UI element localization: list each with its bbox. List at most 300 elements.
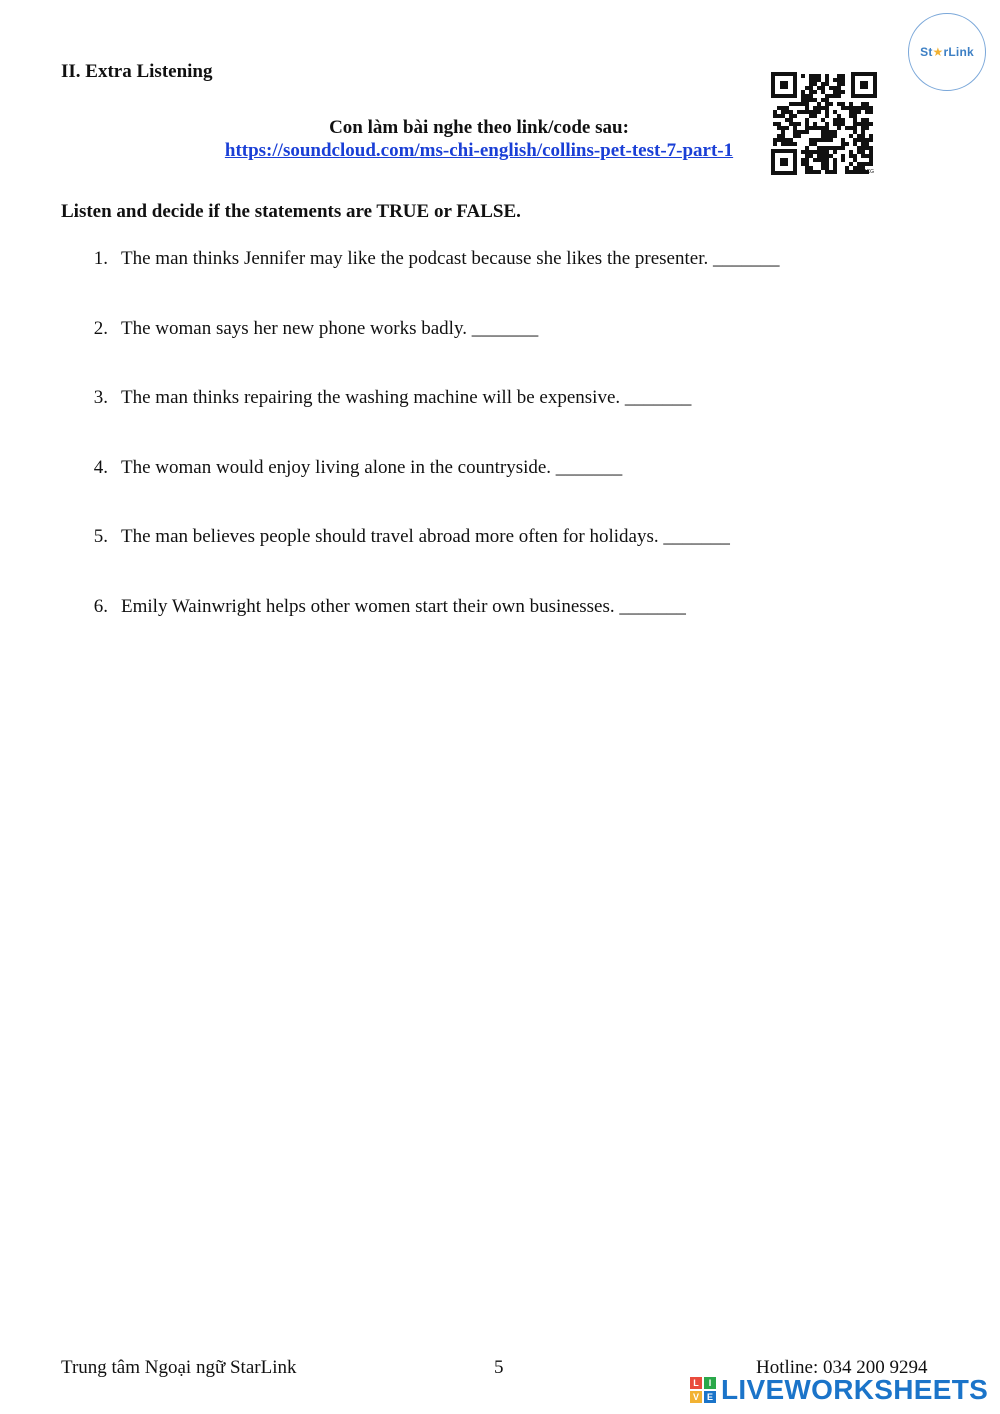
qr-module xyxy=(829,138,833,142)
qr-module xyxy=(813,90,817,94)
qr-module xyxy=(817,78,821,82)
qr-module xyxy=(833,110,837,114)
qr-module xyxy=(861,130,865,134)
qr-module xyxy=(805,106,809,110)
qr-module xyxy=(809,150,813,154)
qr-module xyxy=(781,110,785,114)
lw-letter-e: E xyxy=(704,1391,716,1403)
qr-module xyxy=(841,82,845,86)
qr-module xyxy=(861,122,865,126)
qr-module xyxy=(849,134,853,138)
qr-module xyxy=(861,138,865,142)
qr-module xyxy=(813,106,817,110)
qr-module xyxy=(841,142,845,146)
qr-module xyxy=(837,118,841,122)
qr-module xyxy=(817,146,821,150)
qr-module xyxy=(857,110,861,114)
qr-module xyxy=(805,170,809,174)
section-title: II. Extra Listening xyxy=(61,61,213,82)
qr-module xyxy=(829,170,833,174)
liveworksheets-logo-icon xyxy=(690,1377,716,1403)
qr-module xyxy=(825,170,829,174)
qr-module xyxy=(805,126,809,130)
qr-module xyxy=(865,110,869,114)
qr-module xyxy=(865,118,869,122)
qr-module xyxy=(805,102,809,106)
qr-module xyxy=(841,102,845,106)
qr-module xyxy=(813,110,817,114)
qr-module xyxy=(813,82,817,86)
qr-module xyxy=(825,106,829,110)
qr-module xyxy=(805,118,809,122)
qr-module xyxy=(817,154,821,158)
qr-module xyxy=(837,122,841,126)
qr-module xyxy=(861,106,865,110)
qr-module xyxy=(821,158,825,162)
qr-module xyxy=(841,78,845,82)
qr-module xyxy=(793,130,797,134)
qr-module xyxy=(833,86,837,90)
qr-module xyxy=(845,170,849,174)
qr-module xyxy=(797,102,801,106)
qr-module xyxy=(777,138,781,142)
qr-module xyxy=(805,154,809,158)
qr-module xyxy=(865,162,869,166)
qr-module xyxy=(869,134,873,138)
qr-module xyxy=(817,110,821,114)
qr-module xyxy=(861,142,865,146)
qr-module xyxy=(837,126,841,130)
qr-module xyxy=(809,170,813,174)
qr-module xyxy=(821,154,825,158)
qr-module xyxy=(789,110,793,114)
question-number: 1. xyxy=(93,248,108,269)
question-number: 3. xyxy=(93,387,108,408)
qr-module xyxy=(801,102,805,106)
qr-module xyxy=(825,138,829,142)
qr-module xyxy=(821,162,825,166)
qr-module xyxy=(773,142,777,146)
qr-module xyxy=(813,114,817,118)
qr-module xyxy=(821,138,825,142)
qr-module xyxy=(801,94,805,98)
qr-module xyxy=(841,138,845,142)
qr-module xyxy=(805,110,809,114)
qr-module xyxy=(825,134,829,138)
qr-module xyxy=(861,126,865,130)
qr-module xyxy=(809,90,813,94)
qr-module xyxy=(813,150,817,154)
qr-module xyxy=(849,162,853,166)
qr-module xyxy=(833,158,837,162)
qr-module xyxy=(853,126,857,130)
task-title: Listen and decide if the statements are TRUE or FALSE. xyxy=(61,201,521,222)
qr-module xyxy=(861,102,865,106)
qr-module xyxy=(865,146,869,150)
qr-module xyxy=(829,102,833,106)
qr-module xyxy=(833,134,837,138)
qr-module xyxy=(785,142,789,146)
question-number: 4. xyxy=(93,456,108,478)
qr-module xyxy=(865,154,869,158)
qr-module xyxy=(781,126,785,130)
qr-module xyxy=(857,134,861,138)
qr-module xyxy=(861,118,865,122)
qr-module xyxy=(781,106,785,110)
qr-module xyxy=(773,114,777,118)
qr-module xyxy=(789,138,793,142)
qr-module xyxy=(773,110,777,114)
qr-module xyxy=(869,150,873,154)
qr-module xyxy=(869,162,873,166)
qr-module xyxy=(841,154,845,158)
instruction-block xyxy=(180,116,778,162)
question-text[interactable]: The man thinks Jennifer may like the podcast because she likes the presenter. _______ xyxy=(121,248,780,269)
qr-module xyxy=(833,118,837,122)
qr-module xyxy=(837,78,841,82)
qr-module xyxy=(837,74,841,78)
qr-module xyxy=(789,114,793,118)
logo-text-a: St xyxy=(920,45,933,59)
qr-module xyxy=(821,86,825,90)
qr-module xyxy=(789,122,793,126)
lw-letter-v: V xyxy=(690,1391,702,1403)
qr-module xyxy=(781,130,785,134)
qr-module xyxy=(817,170,821,174)
qr-module xyxy=(801,74,805,78)
qr-module xyxy=(865,102,869,106)
qr-module xyxy=(805,158,809,162)
qr-module xyxy=(853,122,857,126)
qr-module xyxy=(789,142,793,146)
qr-module xyxy=(773,122,777,126)
qr-module xyxy=(821,98,825,102)
qr-module xyxy=(865,106,869,110)
qr-module xyxy=(825,154,829,158)
qr-module xyxy=(833,146,837,150)
qr-module xyxy=(849,106,853,110)
page-number: 5 xyxy=(494,1357,504,1378)
qr-module xyxy=(793,142,797,146)
qr-module xyxy=(813,126,817,130)
qr-module xyxy=(801,150,805,154)
qr-module xyxy=(853,138,857,142)
qr-module xyxy=(833,130,837,134)
qr-module xyxy=(861,162,865,166)
qr-module xyxy=(817,86,821,90)
qr-module xyxy=(801,90,805,94)
liveworksheets-wordmark: LIVEWORKSHEETS xyxy=(721,1374,989,1405)
qr-module xyxy=(857,162,861,166)
qr-module xyxy=(817,138,821,142)
qr-module xyxy=(805,162,809,166)
qr-module xyxy=(813,170,817,174)
qr-module xyxy=(869,110,873,114)
qr-module xyxy=(849,110,853,114)
qr-module xyxy=(857,146,861,150)
qr-module xyxy=(849,102,853,106)
qr-module xyxy=(829,130,833,134)
qr-module xyxy=(853,118,857,122)
qr-module xyxy=(869,158,873,162)
qr-module xyxy=(841,158,845,162)
qr-module xyxy=(805,122,809,126)
qr-module xyxy=(793,122,797,126)
qr-module xyxy=(805,98,809,102)
qr-module xyxy=(845,126,849,130)
qr-module xyxy=(817,106,821,110)
qr-module xyxy=(869,146,873,150)
qr-module xyxy=(833,90,837,94)
qr-module xyxy=(861,150,865,154)
qr-module xyxy=(777,134,781,138)
qr-module xyxy=(829,146,833,150)
qr-module xyxy=(825,74,829,78)
qr-module xyxy=(853,154,857,158)
qr-module xyxy=(865,138,869,142)
qr-module xyxy=(853,114,857,118)
qr-module xyxy=(825,158,829,162)
qr-module xyxy=(809,82,813,86)
audio-link[interactable]: https://soundcloud.com/ms-chi-english/collins-pet-test-7-part-1 xyxy=(224,140,734,161)
qr-module xyxy=(841,74,845,78)
qr-module xyxy=(853,170,857,174)
qr-module xyxy=(829,134,833,138)
qr-module xyxy=(821,118,825,122)
qr-module xyxy=(849,154,853,158)
question-number: 6. xyxy=(93,595,108,617)
qr-module xyxy=(825,146,829,150)
qr-module xyxy=(837,114,841,118)
qr-module xyxy=(829,154,833,158)
qr-module xyxy=(777,114,781,118)
qr-module xyxy=(777,126,781,130)
logo-text-b: rLink xyxy=(943,45,974,59)
qr-module xyxy=(793,102,797,106)
qr-module xyxy=(833,150,837,154)
qr-module xyxy=(821,126,825,130)
qr-module xyxy=(861,154,865,158)
qr-module xyxy=(869,122,873,126)
qr-module xyxy=(821,106,825,110)
qr-module xyxy=(805,146,809,150)
question-text[interactable]: The woman says her new phone works badly. _______ xyxy=(121,317,539,339)
qr-module xyxy=(849,114,853,118)
qr-module xyxy=(801,162,805,166)
qr-module xyxy=(797,130,801,134)
qr-module xyxy=(849,126,853,130)
qr-module xyxy=(857,106,861,110)
qr-module xyxy=(861,146,865,150)
qr-module xyxy=(797,122,801,126)
qr-module xyxy=(821,134,825,138)
qr-module xyxy=(853,166,857,170)
qr-module xyxy=(821,150,825,154)
liveworksheets-watermark xyxy=(690,1373,988,1407)
qr-module xyxy=(821,166,825,170)
qr-module xyxy=(825,162,829,166)
qr-module xyxy=(785,118,789,122)
qr-module xyxy=(821,82,825,86)
qr-module xyxy=(853,158,857,162)
footer-center-name: Trung tâm Ngoại ngữ StarLink xyxy=(61,1357,297,1378)
question-text[interactable]: The man thinks repairing the washing machine will be expensive. _______ xyxy=(121,387,692,408)
qr-caption: QRCG xyxy=(859,169,874,175)
qr-module xyxy=(833,166,837,170)
qr-module xyxy=(869,106,873,110)
qr-module xyxy=(809,138,813,142)
qr-module xyxy=(837,102,841,106)
qr-module xyxy=(821,90,825,94)
qr-module xyxy=(801,158,805,162)
qr-module xyxy=(793,134,797,138)
qr-module xyxy=(817,150,821,154)
qr-module xyxy=(813,158,817,162)
qr-module xyxy=(813,74,817,78)
qr-module xyxy=(813,142,817,146)
qr-module xyxy=(781,142,785,146)
qr-module xyxy=(809,114,813,118)
qr-module xyxy=(853,110,857,114)
qr-module xyxy=(817,158,821,162)
qr-module xyxy=(813,78,817,82)
qr-module xyxy=(825,114,829,118)
qr-module xyxy=(825,150,829,154)
footer-hotline: Hotline: 034 200 9294 xyxy=(756,1357,928,1378)
qr-module xyxy=(833,94,837,98)
qr-module xyxy=(841,106,845,110)
qr-module xyxy=(809,126,813,130)
qr-module xyxy=(789,102,793,106)
qr-module xyxy=(821,146,825,150)
qr-module xyxy=(785,138,789,142)
qr-module xyxy=(825,130,829,134)
qr-module xyxy=(793,126,797,130)
qr-module xyxy=(821,130,825,134)
qr-module xyxy=(825,110,829,114)
qr-module xyxy=(817,126,821,130)
qr-module xyxy=(849,170,853,174)
qr-module xyxy=(805,150,809,154)
qr-module xyxy=(837,86,841,90)
qr-module xyxy=(825,94,829,98)
qr-module xyxy=(805,166,809,170)
qr-module xyxy=(797,110,801,114)
qr-module xyxy=(829,94,833,98)
qr-module xyxy=(809,142,813,146)
qr-code-icon xyxy=(771,72,877,175)
qr-module xyxy=(813,138,817,142)
qr-module xyxy=(837,82,841,86)
qr-module xyxy=(853,130,857,134)
question-text[interactable]: The woman would enjoy living alone in the countryside. _______ xyxy=(121,456,623,478)
qr-module xyxy=(833,78,837,82)
qr-module xyxy=(809,98,813,102)
qr-module xyxy=(809,74,813,78)
qr-module xyxy=(865,126,869,130)
qr-module xyxy=(797,134,801,138)
qr-module xyxy=(809,166,813,170)
qr-module xyxy=(781,138,785,142)
qr-module xyxy=(837,146,841,150)
qr-module xyxy=(833,170,837,174)
qr-module xyxy=(809,154,813,158)
qr-module xyxy=(805,86,809,90)
qr-module xyxy=(857,138,861,142)
qr-module xyxy=(869,138,873,142)
qr-module xyxy=(849,150,853,154)
question-number: 5. xyxy=(93,526,108,547)
qr-module xyxy=(841,122,845,126)
qr-module xyxy=(777,106,781,110)
qr-module xyxy=(833,162,837,166)
qr-module xyxy=(777,122,781,126)
qr-module xyxy=(825,122,829,126)
qr-module xyxy=(813,98,817,102)
qr-module xyxy=(785,110,789,114)
qr-module xyxy=(825,82,829,86)
question-text[interactable]: Emily Wainwright helps other women start their own businesses. _______ xyxy=(121,595,686,617)
qr-module xyxy=(825,102,829,106)
qr-module xyxy=(789,118,793,122)
qr-module xyxy=(801,130,805,134)
qr-module xyxy=(825,78,829,82)
qr-module xyxy=(841,146,845,150)
qr-module xyxy=(841,118,845,122)
qr-module xyxy=(801,98,805,102)
star-icon: ★ xyxy=(932,45,944,59)
qr-module xyxy=(841,90,845,94)
qr-module xyxy=(813,122,817,126)
qr-module xyxy=(869,154,873,158)
qr-module xyxy=(809,78,813,82)
qr-module xyxy=(837,90,841,94)
qr-module xyxy=(809,110,813,114)
qr-module xyxy=(829,86,833,90)
qr-module xyxy=(785,106,789,110)
qr-module xyxy=(861,134,865,138)
qr-module xyxy=(825,98,829,102)
qr-module xyxy=(809,94,813,98)
qr-module xyxy=(833,122,837,126)
qr-module xyxy=(845,106,849,110)
question-number: 2. xyxy=(93,317,108,339)
lw-letter-l: L xyxy=(690,1377,702,1389)
qr-module xyxy=(817,102,821,106)
qr-module xyxy=(801,110,805,114)
starlink-logo xyxy=(908,13,986,91)
qr-module xyxy=(865,122,869,126)
qr-module xyxy=(853,106,857,110)
question-text[interactable]: The man believes people should travel abroad more often for holidays. _______ xyxy=(121,526,730,547)
qr-module xyxy=(773,138,777,142)
qr-module xyxy=(793,114,797,118)
qr-module xyxy=(857,122,861,126)
qr-module xyxy=(825,166,829,170)
qr-module xyxy=(809,86,813,90)
lw-letter-i: I xyxy=(704,1377,716,1389)
qr-module xyxy=(853,142,857,146)
qr-module xyxy=(805,130,809,134)
qr-module xyxy=(857,150,861,154)
qr-module xyxy=(785,126,789,130)
qr-module xyxy=(805,94,809,98)
qr-module xyxy=(781,114,785,118)
qr-module xyxy=(845,142,849,146)
qr-module xyxy=(845,166,849,170)
qr-module xyxy=(837,94,841,98)
qr-module xyxy=(865,142,869,146)
